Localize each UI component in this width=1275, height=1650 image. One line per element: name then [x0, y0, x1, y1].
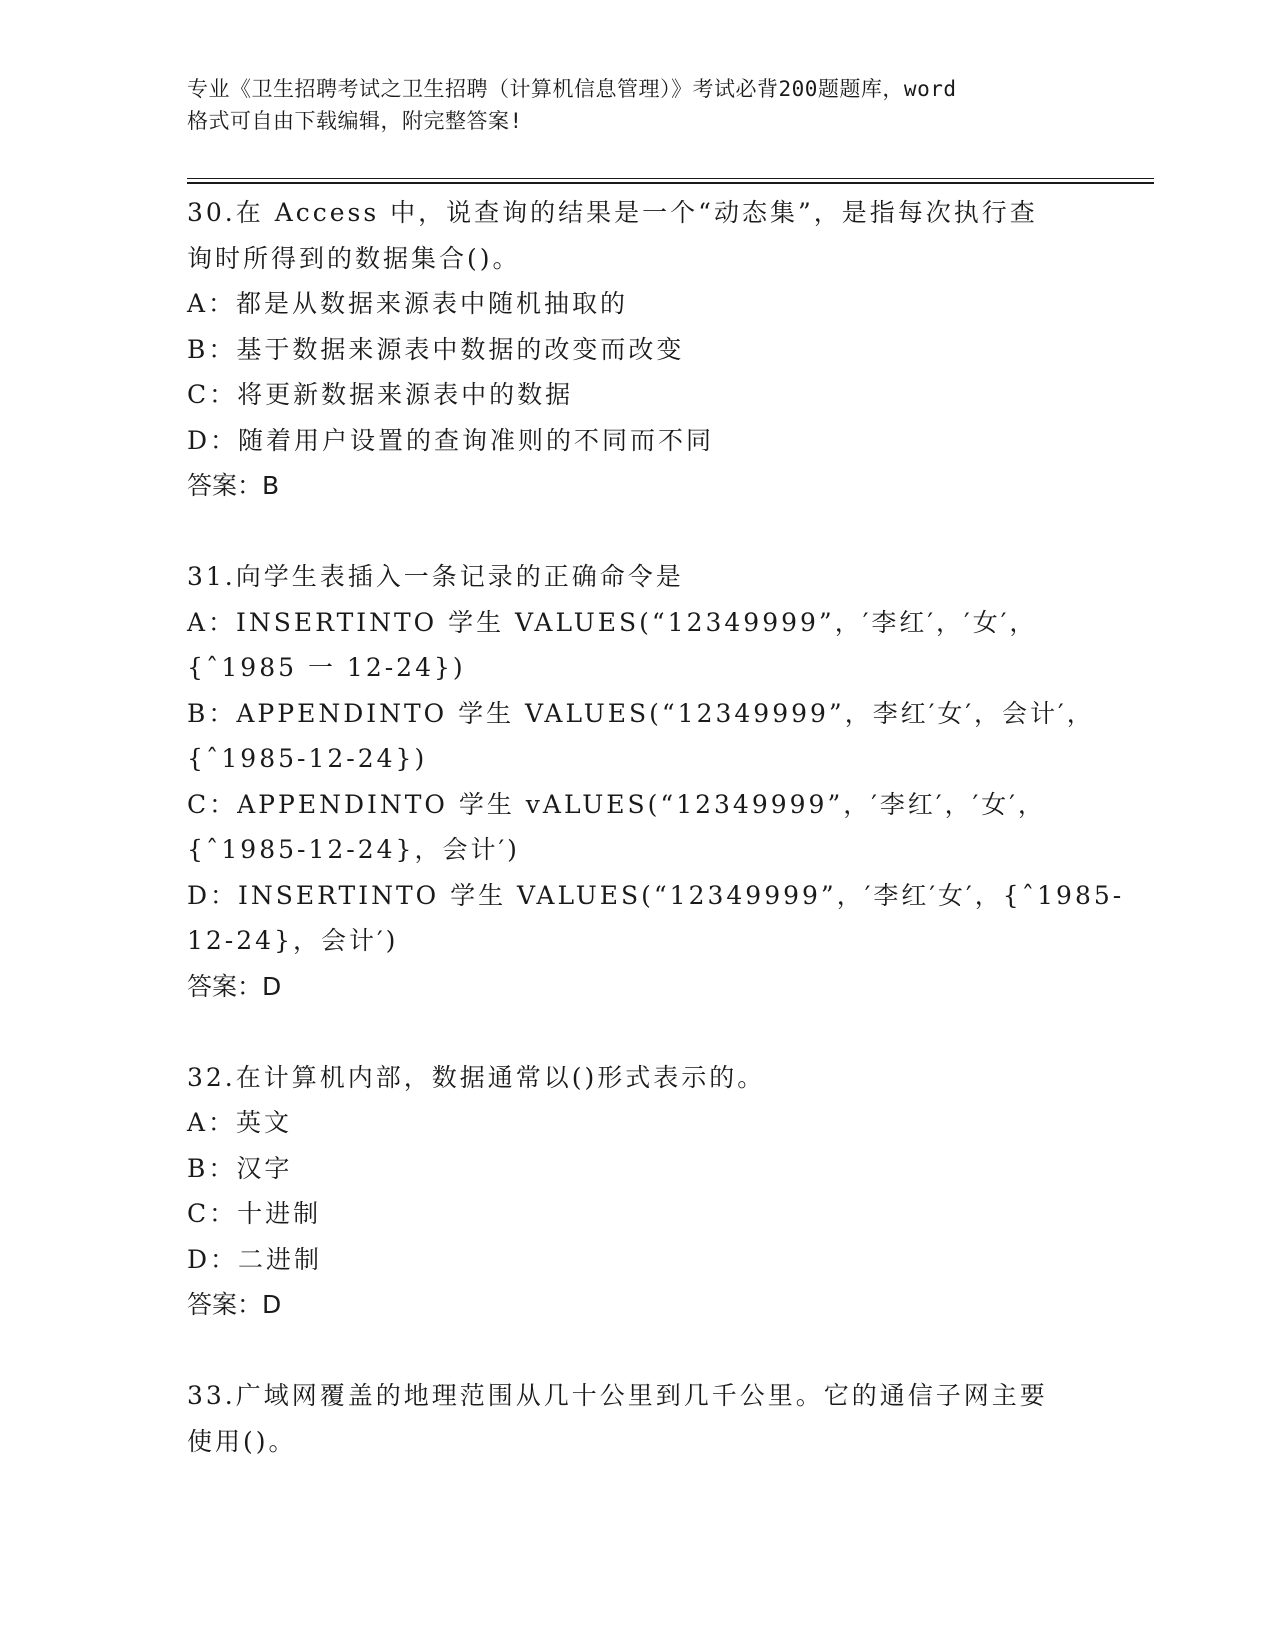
- option-text: {ˆ1985-12-24}): [187, 744, 428, 773]
- option-text: D：二进制: [187, 1244, 323, 1274]
- question-text: 32.在计算机内部，数据通常以()形式表示的。: [187, 1062, 766, 1092]
- question-text: 30.在 Access 中，说查询的结果是一个“动态集”，是指每次执行查: [187, 198, 1038, 227]
- answer-text: 答案：B: [187, 471, 280, 500]
- option-text: A：都是从数据来源表中随机抽取的: [187, 289, 629, 318]
- option-text: {ˆ1985 一 12-24}): [187, 653, 466, 682]
- question-spacer: [187, 1328, 1087, 1374]
- header-line-2: 格式可自由下载编辑，附完整答案!: [187, 109, 523, 133]
- question-text: 31.向学生表插入一条记录的正确命令是: [187, 562, 684, 591]
- option-text: B：基于数据来源表中数据的改变而改变: [187, 334, 685, 364]
- question-block: [187, 1373, 1087, 1464]
- question-spacer: [187, 1009, 1087, 1055]
- header-line-1: 专业《卫生招聘考试之卫生招聘（计算机信息管理）》考试必背200题题库，word: [187, 77, 957, 101]
- option-text: C：APPENDINTO 学生 vALUES(“12349999”，′李红′，′女′，: [187, 789, 1046, 819]
- option-text: B：汉字: [187, 1153, 293, 1183]
- question-text: 使用()。: [187, 1426, 297, 1456]
- option-text: C：将更新数据来源表中的数据: [187, 380, 574, 409]
- option-text: B：APPENDINTO 学生 VALUES(“12349999”，李红′女′，会计′，: [187, 698, 1095, 728]
- header-divider-thick: [187, 182, 1154, 184]
- option-text: A：英文: [187, 1108, 293, 1137]
- document-header: [187, 73, 1087, 137]
- question-spacer: [187, 509, 1087, 555]
- question-block: [187, 190, 1087, 509]
- option-text: A：INSERTINTO 学生 VALUES(“12349999”，′李红′，′女′，: [187, 607, 1038, 637]
- option-text: {ˆ1985-12-24}，会计′): [187, 835, 520, 864]
- option-text: D：随着用户设置的查询准则的不同而不同: [187, 425, 715, 455]
- option-text: C：十进制: [187, 1199, 322, 1228]
- answer-text: 答案：D: [187, 1290, 282, 1319]
- question-text: 33.广域网覆盖的地理范围从几十公里到几千公里。它的通信子网主要: [187, 1381, 1048, 1410]
- question-list: [187, 190, 1125, 1464]
- question-block: [187, 554, 1125, 1009]
- header-divider-thin: [187, 178, 1154, 179]
- option-text: 12-24}，会计′): [187, 926, 399, 955]
- question-block: [187, 1055, 1087, 1328]
- answer-text: 答案：D: [187, 971, 282, 1001]
- question-text: 询时所得到的数据集合()。: [187, 243, 521, 273]
- option-text: D：INSERTINTO 学生 VALUES(“12349999”，′李红′女′，{ˆ1985-: [187, 880, 1125, 910]
